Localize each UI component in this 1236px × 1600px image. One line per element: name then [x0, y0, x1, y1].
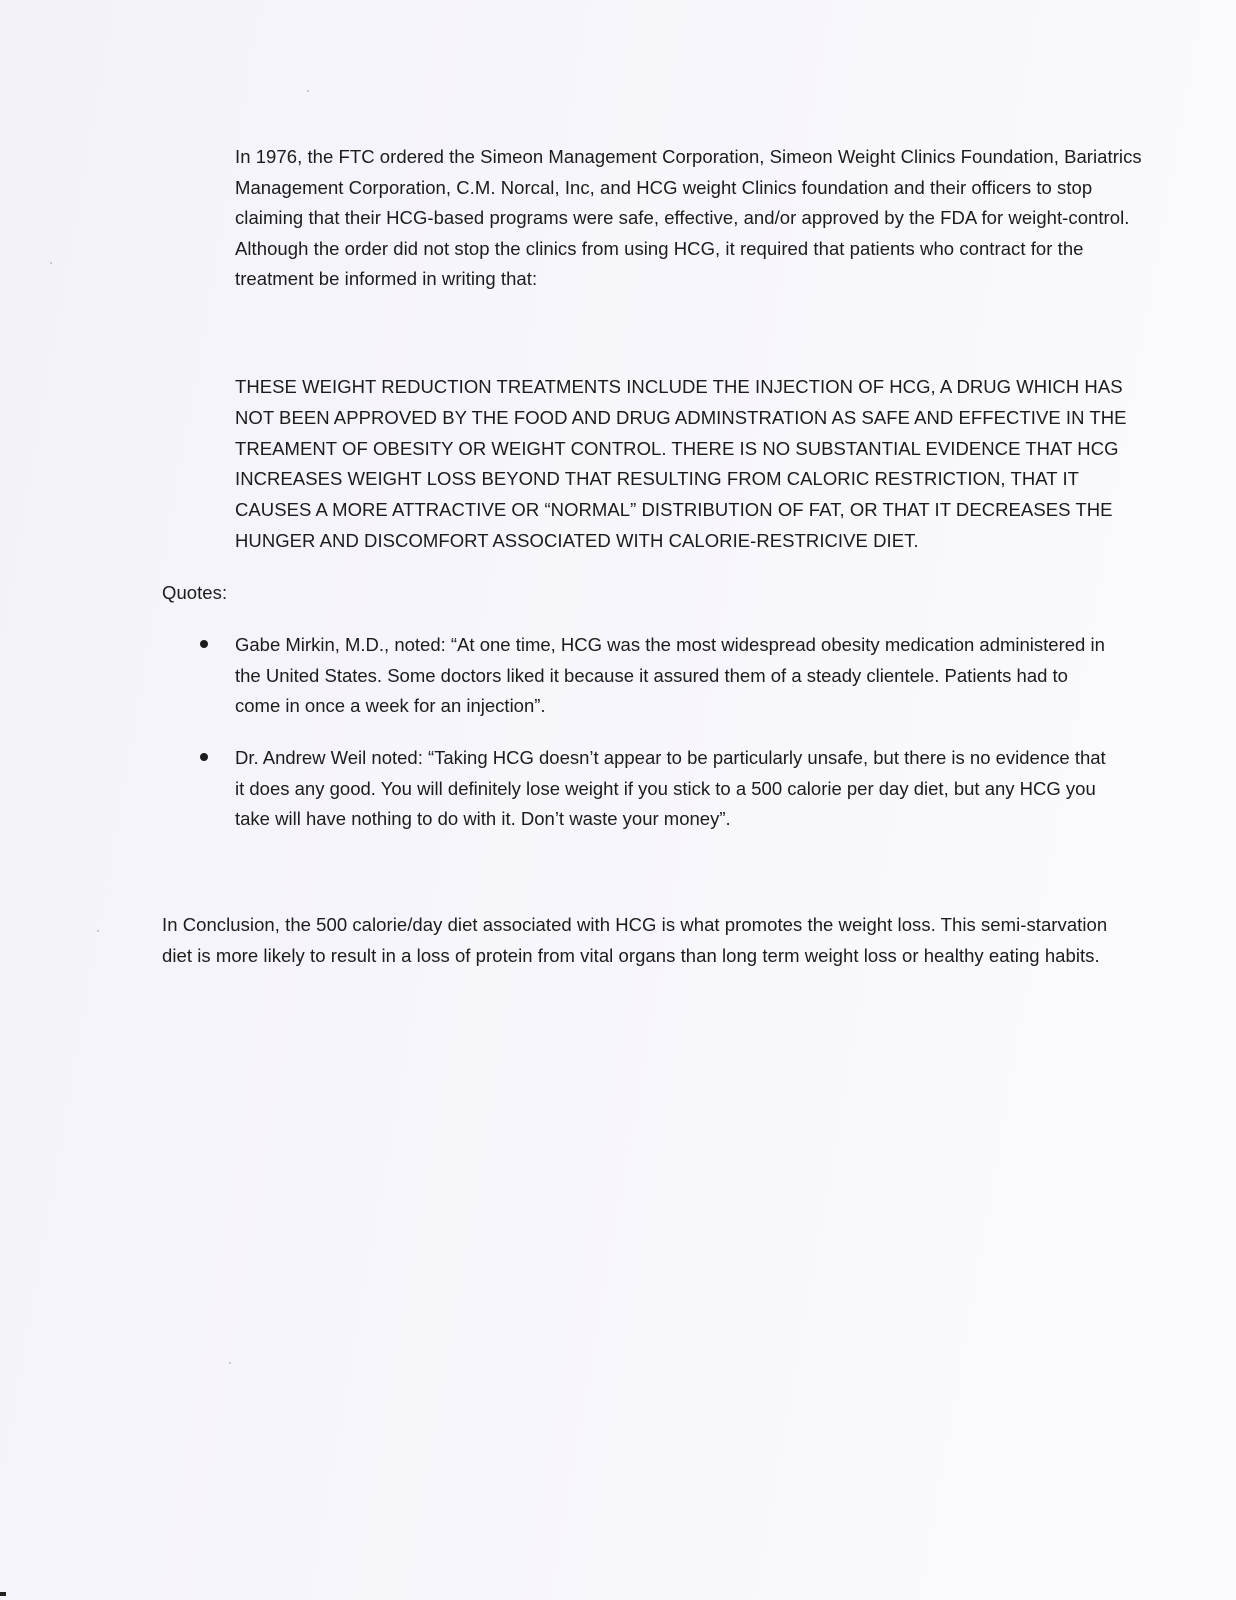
bullet-icon	[200, 640, 208, 648]
intro-paragraph: In 1976, the FTC ordered the Simeon Management Corporation, Simeon Weight Clinics Foundation, Bariatrics Management Corporation, C.M. Norcal, Inc, and HCG weight Clinics foundation and their officers to stop claiming that their HCG-based programs were safe, effective, and/or approved by the FDA for weight-control. Although the order did not stop the clinics from using HCG, it required that patients who contract for the treatment be informed in writing that:	[235, 146, 1142, 289]
quotes-heading: Quotes:	[162, 582, 228, 603]
scan-speck	[229, 1362, 231, 1364]
scan-speck	[97, 930, 99, 932]
quote-text: Dr. Andrew Weil noted: “Taking HCG doesn’t appear to be particularly unsafe, but there is no evidence that it does any good. You will definitely lose weight if you stick to a 500 calorie per day diet, but any HCG you take will have nothing to do with it. Don’t waste your money”.	[235, 747, 1106, 829]
bullet-icon	[200, 753, 208, 761]
scan-edge-mark	[0, 1592, 6, 1596]
scan-speck	[307, 90, 309, 92]
scan-speck	[50, 262, 52, 264]
quote-text: Gabe Mirkin, M.D., noted: “At one time, HCG was the most widespread obesity medication administered in the United States. Some doctors liked it because it assured them of a steady clientele. Patients had to come in once a week for an injection”.	[235, 634, 1105, 716]
conclusion-paragraph: In Conclusion, the 500 calorie/day diet associated with HCG is what promotes the weight loss. This semi-starvation diet is more likely to result in a loss of protein from vital organs than long term weight loss or healthy eating habits.	[162, 914, 1108, 966]
ftc-notice-paragraph: THESE WEIGHT REDUCTION TREATMENTS INCLUDE THE INJECTION OF HCG, A DRUG WHICH HAS NOT BEEN APPROVED BY THE FOOD AND DRUG ADMINSTRATION AS SAFE AND EFFECTIVE IN THE TREAMENT OF OBESITY OR WEIGHT CONTROL. THERE IS NO SUBSTANTIAL EVIDENCE THAT HCG INCREASES WEIGHT LOSS BEYOND THAT RESULTING FROM CALORIC RESTRICTION, THAT IT CAUSES A MORE ATTRACTIVE OR “NORMAL” DISTRIBUTION OF FAT, OR THAT IT DECREASES THE HUNGER AND DISCOMFORT ASSOCIATED WITH CALORIE-RESTRICIVE DIET.	[235, 376, 1127, 551]
